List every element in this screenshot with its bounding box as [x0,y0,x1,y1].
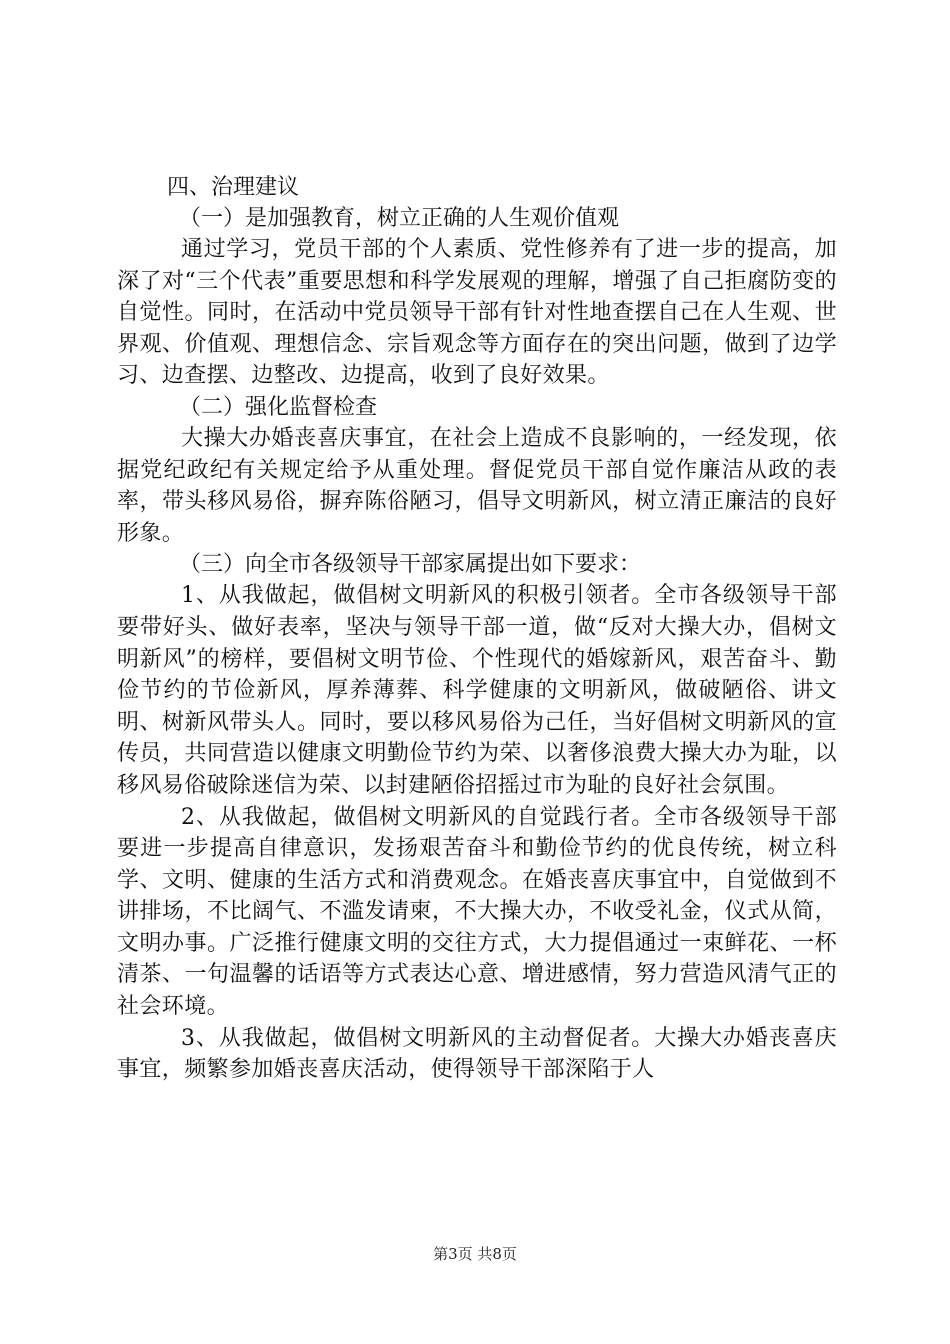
paragraph-supervision: 大操大办婚丧喜庆事宜，在社会上造成不良影响的，一经发现，依据党纪政纪有关规定给予从重处理。督促党员干部自觉作廉洁从政的表率，带头移风易俗，摒弃陈俗陋习，倡导文明新风，树立清正廉洁的良好形象。 [117,425,837,546]
list-item-3: 3、从我做起，做倡树文明新风的主动督促者。大操大办婚丧喜庆事宜，频繁参加婚丧喜庆活动，使得领导干部深陷于人 [117,1025,837,1083]
list-item-1: 1、从我做起，做倡树文明新风的积极引领者。全市各级领导干部要带好头、做好表率，坚决与领导干部一道，做“反对大操大办，倡树文明新风”的榜样，要倡树文明节俭、个性现代的婚嫁新风，艰苦奋斗、勤俭节约的节俭新风，厚养薄葬、科学健康的文明新风，做破陋俗、讲文明、树新风带头人。同时，要以移风易俗为己任，当好倡树文明新风的宣传员，共同营造以健康文明勤俭节约为荣、以奢侈浪费大操大办为耻，以移风易俗破除迷信为荣、以封建陋俗招摇过市为耻的良好社会氛围。 [117,583,837,798]
subsection-title-1: （一）是加强教育，树立正确的人生观价值观 [179,206,620,231]
section-title: 四、治理建议 [167,175,300,200]
subsection-title-3: （三）向全市各级领导干部家属提出如下要求： [179,552,642,578]
subsection-title-2: （二）强化监督检查 [179,394,378,420]
list-item-2: 2、从我做起，做倡树文明新风的自觉践行者。全市各级领导干部要进一步提高自律意识，发扬艰苦奋斗和勤俭节约的优良传统，树立科学、文明、健康的生活方式和消费观念。在婚丧喜庆事宜中，自觉做到不讲排场，不比阔气、不滥发请柬，不大操大办，不收受礼金，仪式从简，文明办事。广泛推行健康文明的交往方式，大力提倡通过一束鲜花、一杯清茶、一句温馨的话语等方式表达心意、增进感情，努力营造风清气正的社会环境。 [117,804,837,1020]
document-body [117,172,837,1086]
paragraph-education: 通过学习，党员干部的个人素质、党性修养有了进一步的提高，加深了对“三个代表”重要思想和科学发展观的理解，增强了自己拒腐防变的自觉性。同时，在活动中党员领导干部有针对性地查摆自己在人生观、世界观、价值观、理想信念、宗旨观念等方面存在的突出问题，做到了边学习、边查摆、边整改、边提高，收到了良好效果。 [117,237,837,389]
page-number: 第3页 共8页 [433,1245,517,1263]
